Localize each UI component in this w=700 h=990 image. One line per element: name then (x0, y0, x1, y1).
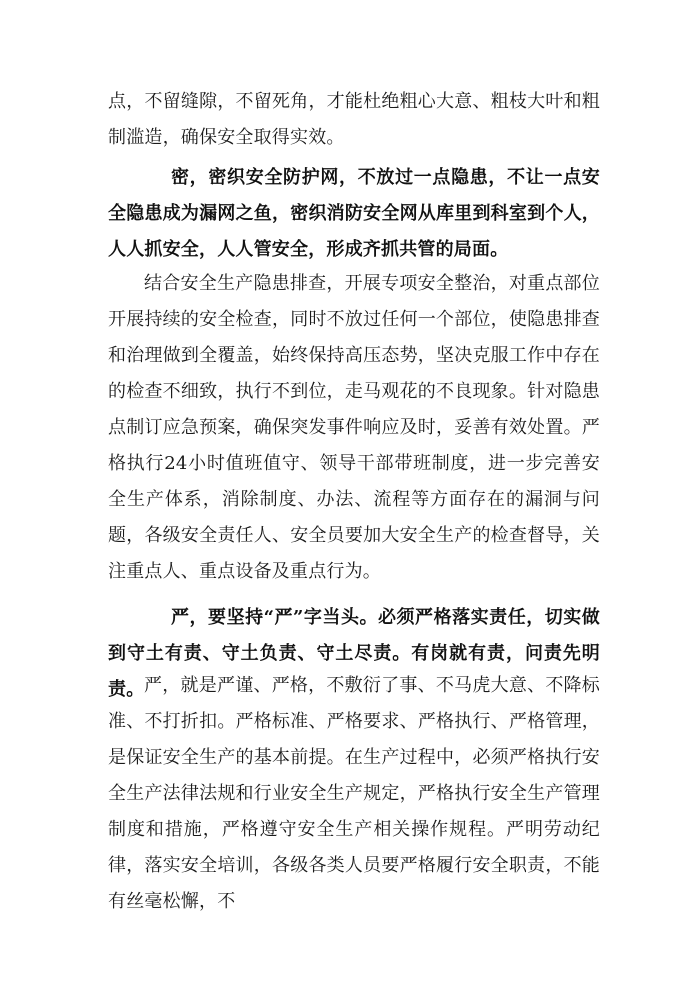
paragraph-heading-mi: 密，密织安全防护网，不放过一点隐患，不让一点安全隐患成为漏网之鱼，密织消防安全网从库里到科室到个人，人人抓安全，人人管安全，形成齐抓共管的局面。 (108, 167, 600, 260)
paragraph-body-inspection: 结合安全生产隐患排查，开展专项安全整治，对重点部位开展持续的安全检查，同时不放过任何一个部位，使隐患排查和治理做到全覆盖，始终保持高压态势，坚决克服工作中存在的检查不细致，执行不到位，走马观花的不良现象。针对隐患点制订应急预案，确保突发事件响应及时，妥善有效处置。严格执行24小时值班值守、领导干部带班制度，进一步完善安全生产体系，消除制度、办法、流程等方面存在的漏洞与问题，各级安全责任人、安全员要加大安全生产的检查督导，关注重点人、重点设备及重点行为。 (108, 273, 600, 582)
paragraph-heading-yan: 严，要坚持“严”字当头。必须严格落实责任，切实做到守土有责、守土负责、守土尽责。有岗就有责，问责先明责。 (108, 607, 600, 700)
paragraph-continuation: 点，不留缝隙，不留死角，才能杜绝粗心大意、粗枝大叶和粗制滥造，确保安全取得实效。 (108, 91, 600, 148)
paragraph-body-strict: 严，就是严谨、严格，不敷衍了事、不马虎大意、不降标准、不打折扣。严格标准、严格要求、严格执行、严格管理，是保证安全生产的基本前提。在生产过程中，必须严格执行安全生产法律法规和行业安全生产规定，严格执行安全生产管理制度和措施，严格遵守安全生产相关操作规程。严明劳动纪律，落实安全培训，各级各类人员要严格履行安全职责，不能有丝毫松懈，不 (108, 675, 600, 912)
